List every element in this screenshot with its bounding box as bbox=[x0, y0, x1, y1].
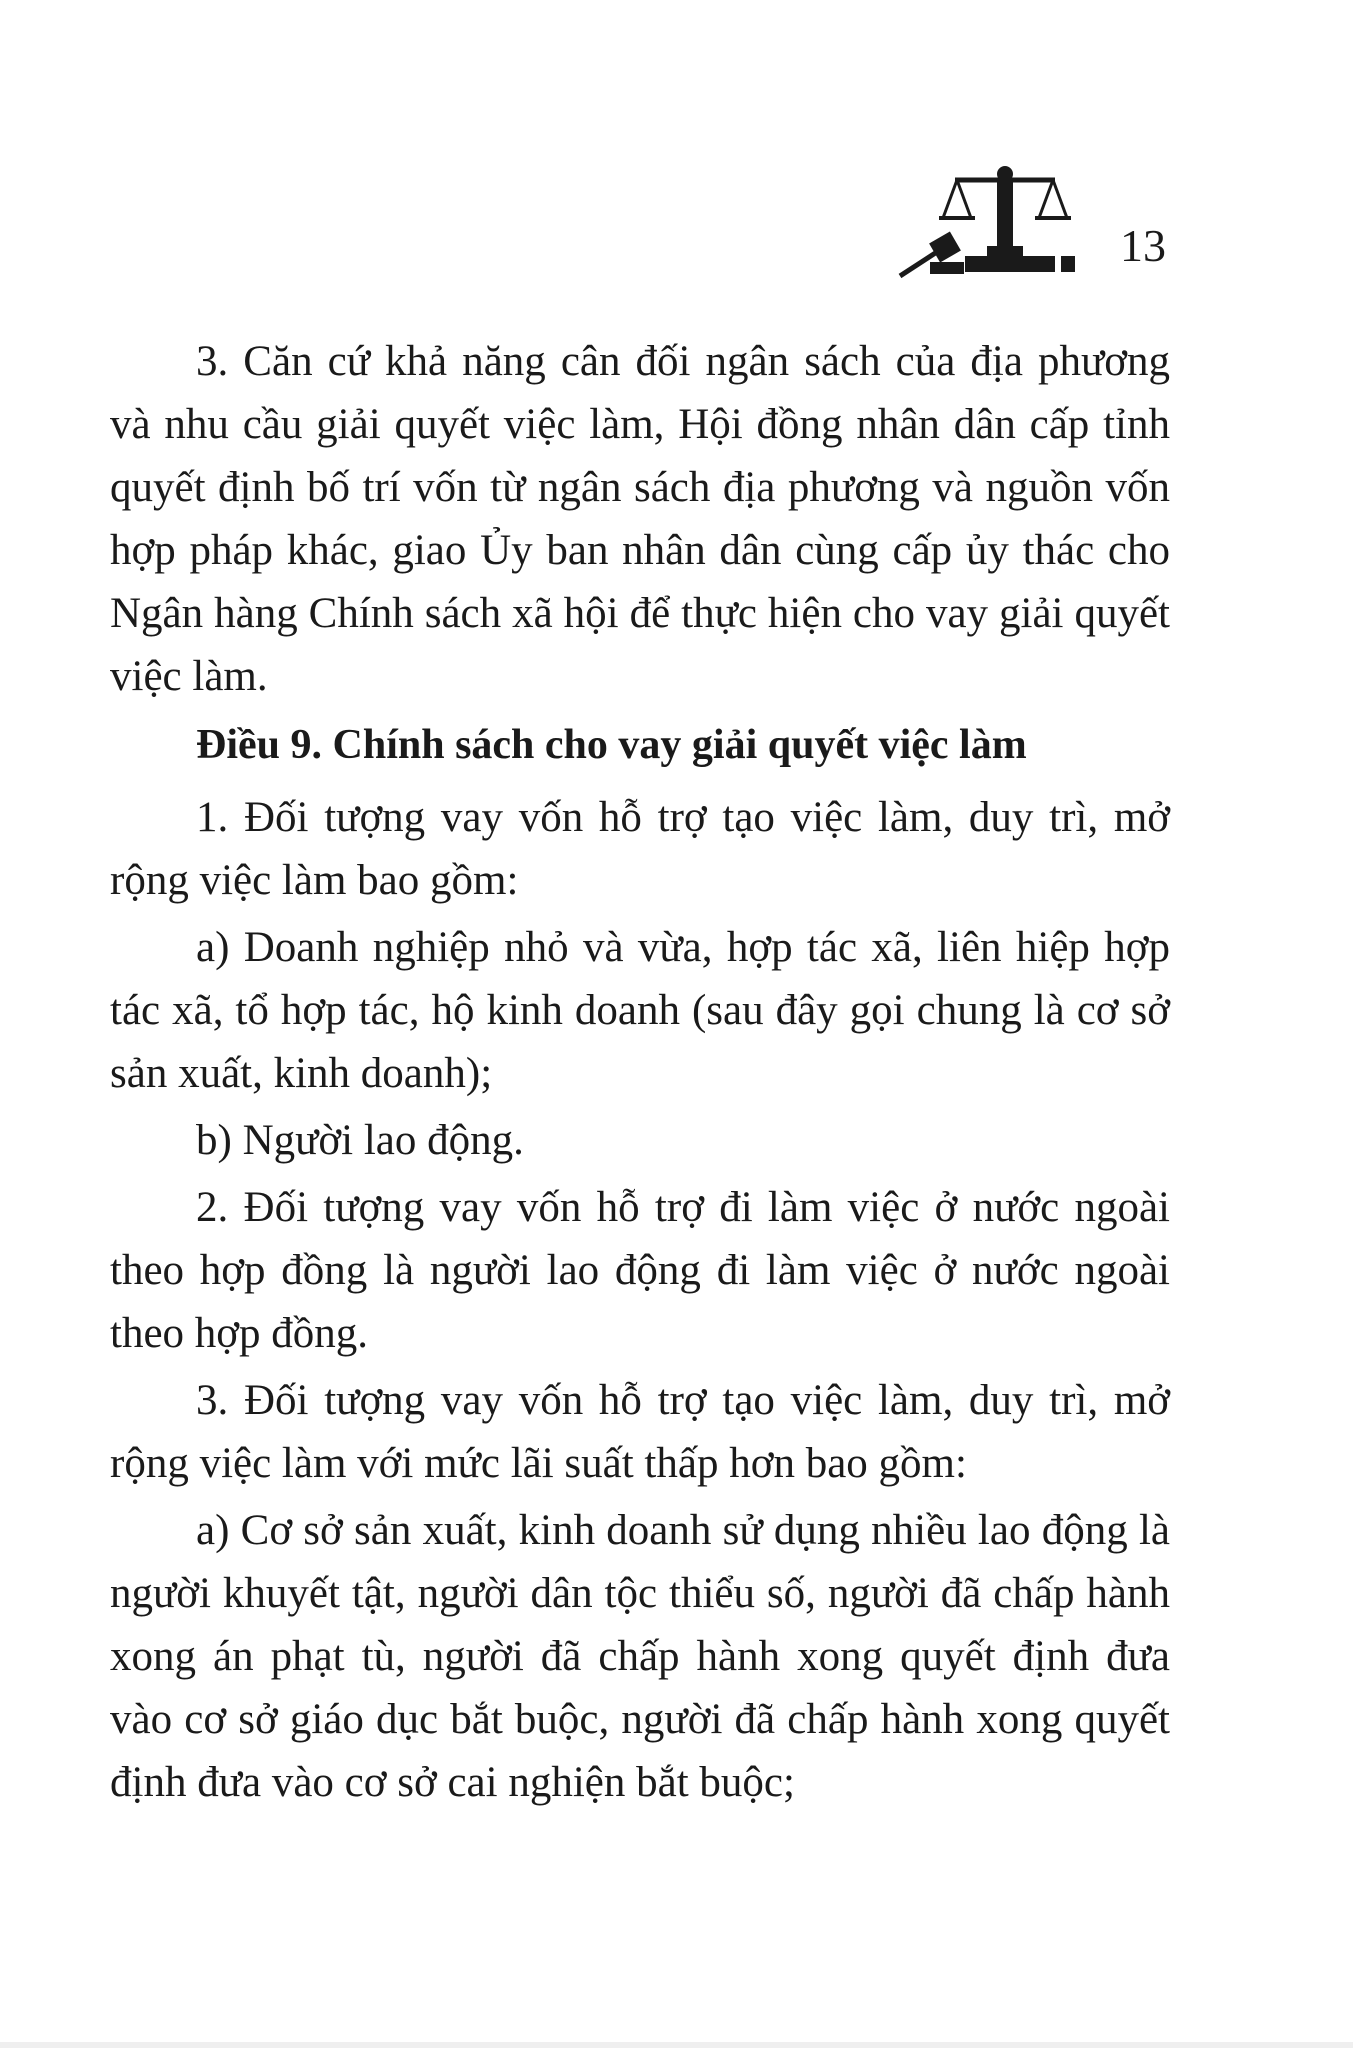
article-9-heading: Điều 9. Chính sách cho vay giải quyết việc làm bbox=[196, 722, 1027, 768]
scales-of-justice-and-gavel-icon bbox=[895, 158, 1105, 283]
body-text bbox=[110, 330, 1170, 1818]
paragraph-item-1b: b) Người lao động. bbox=[196, 1117, 524, 1164]
paragraph-item-3a: a) Cơ sở sản xuất, kinh doanh sử dụng nhiều lao động là người khuyết tật, người dân tộc thiểu số, người đã chấp hành xong án phạt tù, người đã chấp hành xong quyết định đưa vào cơ sở giáo dục bắt buộc, người đã chấp hành xong quyết định đưa vào cơ sở cai nghiện bắt buộc; bbox=[110, 1507, 1170, 1806]
paragraph-item-1: 1. Đối tượng vay vốn hỗ trợ tạo việc làm, duy trì, mở rộng việc làm bao gồm: bbox=[110, 794, 1170, 904]
page-bottom-edge bbox=[0, 2042, 1353, 2048]
page-number: 13 bbox=[1120, 220, 1166, 271]
paragraph-budget-allocation: 3. Căn cứ khả năng cân đối ngân sách của địa phương và nhu cầu giải quyết việc làm, Hội đồng nhân dân cấp tỉnh quyết định bố trí vốn từ ngân sách địa phương và nguồn vốn hợp pháp khác, giao Ủy ban nhân dân cùng cấp ủy thác cho Ngân hàng Chính sách xã hội để thực hiện cho vay giải quyết việc làm. bbox=[110, 338, 1170, 700]
paragraph-item-3: 3. Đối tượng vay vốn hỗ trợ tạo việc làm, duy trì, mở rộng việc làm với mức lãi suất thấp hơn bao gồm: bbox=[110, 1377, 1170, 1487]
paragraph-item-2: 2. Đối tượng vay vốn hỗ trợ đi làm việc ở nước ngoài theo hợp đồng là người lao động đi làm việc ở nước ngoài theo hợp đồng. bbox=[110, 1184, 1170, 1357]
paragraph-item-1a: a) Doanh nghiệp nhỏ và vừa, hợp tác xã, liên hiệp hợp tác xã, tổ hợp tác, hộ kinh doanh (sau đây gọi chung là cơ sở sản xuất, kinh doanh); bbox=[110, 924, 1170, 1097]
page-header bbox=[880, 148, 1200, 288]
